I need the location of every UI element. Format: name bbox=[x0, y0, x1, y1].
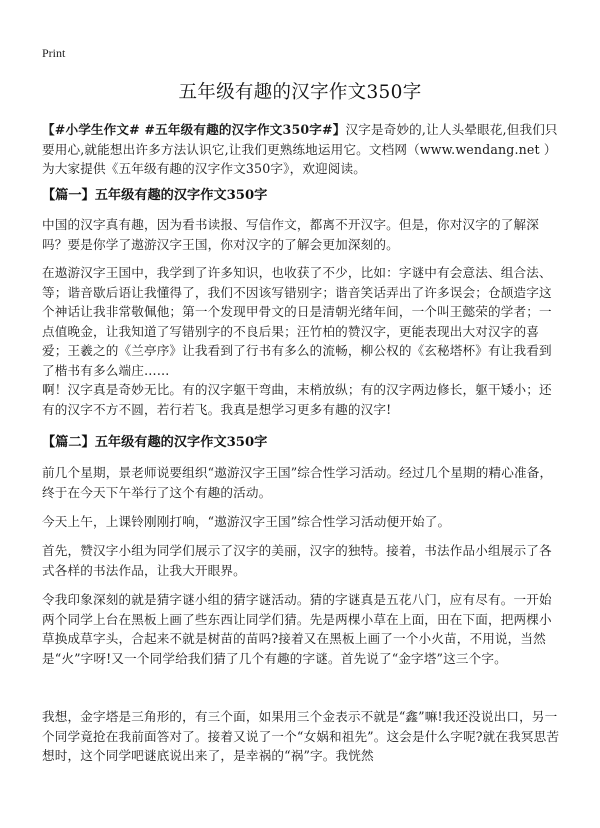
section-2-paragraph-5: 我想，金字塔是三角形的，有三个面，如果用三个金表示不就是“鑫”嘛!我还没说出口，另一个同学竟抢在我前面答对了。接着又说了一个“女娲和祖先”。这会是什么字呢?就在我冥思苦想时，这个同学吧谜底说出来了，是幸祸的“祸”字。我恍然 bbox=[42, 709, 560, 763]
page-title: 五年级有趣的汉字作文350字 bbox=[178, 82, 422, 103]
intro-bold-lead: 【#小学生作文# #五年级有趣的汉字作文350字#】 bbox=[42, 122, 346, 137]
section-2-paragraph-4: 令我印象深刻的就是猜字谜小组的猜字谜活动。猜的字谜真是五花八门，应有尽有。一开始两个同学上台在黑板上画了些东西让同学们猜。先是两棵小草在上面，田在下面，把两棵小草换成草字头，合起来不就是树苗的苗吗?接着又在黑板上画了一个小火苗，不用说，当然是“火”字呀!又一个同学给我们猜了几个有趣的字谜。首先说了“金字塔”这三个字。 bbox=[42, 592, 552, 666]
intro-block bbox=[42, 120, 562, 179]
print-label[interactable]: Print bbox=[42, 46, 66, 60]
intro-paragraph bbox=[42, 120, 562, 179]
section-1-paragraph-2-block bbox=[42, 263, 562, 380]
section-1-paragraph-3: 啊！汉字真是奇妙无比。有的汉字躯干弯曲，末梢放纵；有的汉字两边修长，躯干矮小；还有的汉字不方不圆，若行若飞。我真是想学习更多有趣的汉字! bbox=[42, 382, 552, 417]
section-2-paragraph-1-block bbox=[42, 463, 562, 502]
section-2-paragraph-2: 今天上午，上课铃刚刚打响，“遨游汉字王国”综合性学习活动便开始了。 bbox=[42, 514, 451, 529]
section-1-paragraph-2: 在遨游汉字王国中，我学到了许多知识，也收获了不少，比如：字谜中有会意法、组合法、等；谐音歇后语让我懂得了，我们不因该写错别字；谐音笑话弄出了许多误会；仓颉造字这个神话让我非常敬佩他；第一个发现甲骨文的日是清朝光绪年间，一个叫王懿荣的学者；一点值晚金，让我知道了写错别字的不良后果；汪竹柏的赞汉字，更能表现出大对汉字的喜爱；王羲之的《兰亭序》让我看到了行书有多么的流畅，柳公权的《玄秘塔杯》有让我看到了楷书有多么端庄…… bbox=[42, 265, 552, 378]
section-1-heading: 【篇一】五年级有趣的汉字作文350字 bbox=[42, 188, 268, 203]
section-2-heading: 【篇二】五年级有趣的汉字作文350字 bbox=[42, 435, 268, 450]
section-2-paragraph-3-block bbox=[42, 541, 562, 580]
section-2-paragraph-1: 前几个星期，景老师说要组织“遨游汉字王国”综合性学习活动。经过几个星期的精心准备，终于在今天下午举行了这个有趣的活动。 bbox=[42, 465, 553, 500]
intro-text: 汉字是奇妙的,让人头晕眼花,但我们只要用心,就能想出许多方法认识它,让我们更熟练地运用它。文档网（www.wendang.net ）为大家提供《五年级有趣的汉字作文350字》，欢迎阅读。 bbox=[42, 122, 558, 176]
section-1-paragraph-1-block bbox=[42, 215, 562, 254]
section-2-paragraph-3: 首先，赞汉字小组为同学们展示了汉字的美丽，汉字的独特。接着，书法作品小组展示了各式各样的书法作品，让我大开眼界。 bbox=[42, 543, 552, 578]
section-2-paragraph-5-block bbox=[42, 707, 562, 766]
section-1-paragraph-3-block bbox=[42, 380, 562, 419]
section-2-paragraph-2-block bbox=[42, 512, 562, 532]
section-2-paragraph-4-block bbox=[42, 590, 562, 668]
section-1-paragraph-1: 中国的汉字真有趣，因为看书读报、写信作文，都离不开汉字。但是，你对汉字的了解深吗？要是你学了遨游汉字王国，你对汉字的了解会更加深刻的。 bbox=[42, 217, 540, 252]
